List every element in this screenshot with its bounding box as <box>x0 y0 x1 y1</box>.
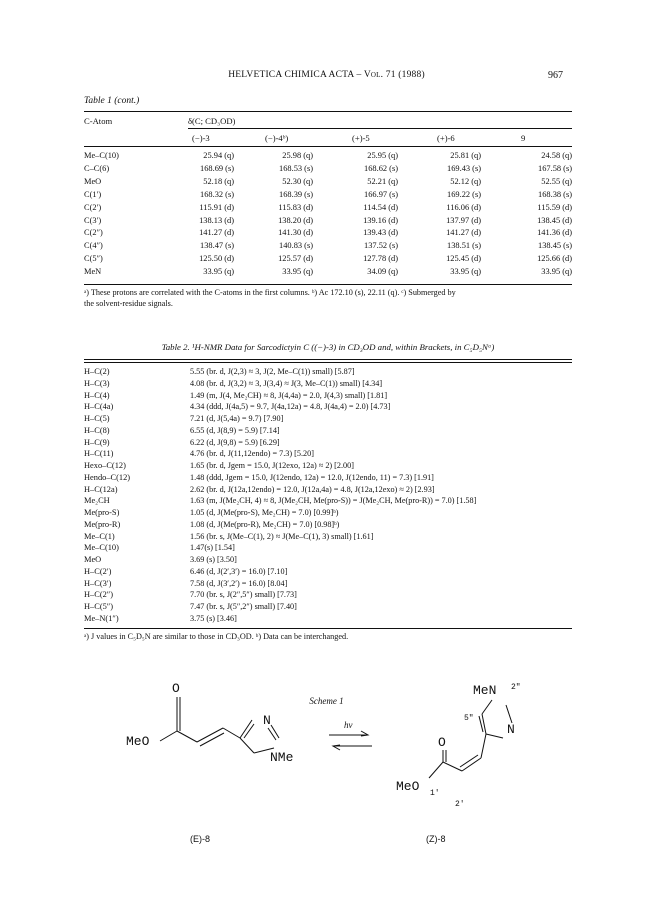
e-carbonyl-o: O <box>172 681 180 696</box>
table1-column-header: (+)-5 <box>352 133 370 143</box>
table1-row-label: C(2′) <box>84 202 102 212</box>
running-head <box>0 70 653 84</box>
table1-cell: 141.27 (d) <box>199 228 234 238</box>
table2-row-label: H–C(2) <box>84 367 110 376</box>
table2-row-value: 1.47(s) [1.54] <box>190 543 235 553</box>
table2-row-label: H–C(11) <box>84 449 114 459</box>
table2-row-label: Me(pro-R) <box>84 519 121 529</box>
table1-cell: 168.69 (s) <box>200 163 234 173</box>
table2-row-value: 4.76 (br. d, J(11,12endo) = 7.3) [5.20] <box>190 449 314 459</box>
page-number: 967 <box>548 70 563 81</box>
table1-cell: 34.09 (q) <box>367 267 398 277</box>
table2-row-label: H–C(5″) <box>84 602 114 611</box>
right-compound-label: (Z)-8 <box>426 834 446 844</box>
table1-cell: 137.97 (d) <box>446 215 481 225</box>
z-2pp-label: 2″ <box>511 683 521 692</box>
table2-row-label: Hendo–C(12) <box>84 472 131 482</box>
table2-row-label: H–C(2″) <box>84 590 114 600</box>
table1-cell: 125.45 (d) <box>446 254 481 264</box>
table2-row-value: 2.62 (br. d, J(12a,12endo) = 12.0, J(12a,4a) = 4.8, J(12a,12exo) ≈ 2) [2.93] <box>190 484 435 494</box>
table1-cell: 25.95 (q) <box>367 151 398 160</box>
table1-footnote <box>84 287 572 309</box>
table2-row-label: Me–C(10) <box>84 543 119 553</box>
table1-cell: 140.83 (s) <box>279 241 313 251</box>
table2-row-label: Hexo–C(12) <box>84 461 126 470</box>
table2-row-value: 7.58 (d, J(3′,2′) = 16.0) [8.04] <box>190 578 288 588</box>
table2-row-value: 1.63 (m, J(Me₂CH, 4) ≈ 8, J(Me₂CH, Me(pro-S)) = J(Me₂CH, Me(pro-R)) = 7.0) [1.58] <box>190 496 477 506</box>
table1-row-label: C(3′) <box>84 215 102 225</box>
table1-footnote-line: ᵃ) These protons are correlated with the C-atoms in the first columns. ᵇ) Ac 172.10 (s), 22.11 (q). ᶜ) Submerged by <box>84 288 456 297</box>
table2-row-label: MeO <box>84 555 102 564</box>
table2-row-label: H–C(4a) <box>84 402 114 412</box>
table1-cell: 125.50 (d) <box>199 254 234 264</box>
e-meo-label: MeO <box>126 734 150 749</box>
table2-top-rule-2 <box>84 362 572 363</box>
table1-cell: 114.54 (d) <box>363 202 398 212</box>
table1-top-rule <box>84 111 572 112</box>
table1-subheader-rule <box>84 146 572 147</box>
table1-row-label: MeN <box>84 267 102 277</box>
table1-cell: 116.06 (d) <box>446 202 481 212</box>
table1-cell: 167.58 (s) <box>538 163 572 173</box>
table2-row-value: 7.47 (br. s, J(5″,2″) small) [7.40] <box>190 602 297 611</box>
equilibrium-arrows <box>329 731 372 750</box>
table1-cell: 139.16 (d) <box>363 215 398 225</box>
table1-cell: 52.21 (q) <box>367 176 398 186</box>
table1-cell: 52.12 (q) <box>450 176 481 186</box>
table1-cell: 169.22 (s) <box>447 189 481 199</box>
table1-cell: 52.18 (q) <box>203 176 234 186</box>
table1-caption: Table 1 (cont.) <box>84 96 140 106</box>
table2-row-value: 1.48 (ddd, Jgem = 15.0, J(12endo, 12a) = 12.0, J(12endo, 11) = 7.3) [1.91] <box>190 472 434 482</box>
z-meo-label: MeO <box>396 779 420 794</box>
table1-row-label: C(4″) <box>84 241 103 251</box>
table1-cell: 25.94 (q) <box>203 151 234 160</box>
table1-cell: 52.55 (q) <box>541 176 572 186</box>
table1-cell: 137.52 (s) <box>364 241 398 251</box>
table1-row-label: C(5″) <box>84 254 103 264</box>
table1-cell: 138.13 (d) <box>199 215 234 225</box>
table1-cell: 138.20 (d) <box>278 215 313 225</box>
table1-cell: 125.57 (d) <box>278 254 313 264</box>
table1-bottom-rule <box>84 284 572 285</box>
table2-row-label: H–C(2′) <box>84 566 112 576</box>
table1-cell: 127.78 (d) <box>363 254 398 264</box>
table1-col-label-header: C-Atom <box>84 116 113 126</box>
table1-cell: 168.38 (s) <box>538 189 572 199</box>
table2-row-value: 4.08 (br. d, J(3,2) ≈ 3, J(3,4) ≈ J(3, Me–C(1)) small) [4.34] <box>190 378 383 388</box>
table1-cell: 115.83 (d) <box>278 202 313 212</box>
table1-cell: 24.58 (q) <box>541 151 572 160</box>
table1-header-rule <box>188 128 572 129</box>
scheme-title: Scheme 1 <box>309 696 344 706</box>
table1-cell: 138.45 (s) <box>538 241 572 251</box>
z-men-label: MeN <box>473 683 497 698</box>
table1-cell: 138.47 (s) <box>200 241 234 251</box>
table1-cell: 139.43 (d) <box>363 228 398 238</box>
table1-cell: 33.95 (q) <box>450 267 481 277</box>
table1-row-label: C–C(6) <box>84 163 110 173</box>
table2-row-label: H–C(12a) <box>84 484 118 494</box>
table1-cell: 25.98 (q) <box>282 151 313 160</box>
z-carbonyl-o: O <box>438 735 446 750</box>
table2-row-label: H–C(3′) <box>84 578 112 588</box>
table2-row-value: 6.46 (d, J(2′,3′) = 16.0) [7.10] <box>190 566 288 576</box>
table1-column-header: (−)-3 <box>192 133 210 143</box>
table2-row-label: Me₂CH <box>84 496 110 506</box>
table2-row-value: 1.56 (br. s, J(Me–C(1), 2) ≈ J(Me–C(1), 3) small) [1.61] <box>190 531 374 541</box>
table1-cell: 168.53 (s) <box>279 163 313 173</box>
table2-row-value: 1.05 (d, J(Me(pro-S), Me₂CH) = 7.0) [0.99]ᵇ) <box>190 508 339 517</box>
table1-row-label: C(1′) <box>84 189 102 199</box>
table2-row-label: H–C(3) <box>84 378 110 388</box>
table1-row-label: Me–C(10) <box>84 151 119 160</box>
z-1p-label: 1′ <box>430 789 440 798</box>
table2-row-label: H–C(8) <box>84 425 110 435</box>
table1-cell: 33.95 (q) <box>203 267 234 277</box>
table2-row-value: 1.65 (br. d, Jgem = 15.0, J(12exo, 12a) ≈ 2) [2.00] <box>190 461 354 470</box>
table1-cell: 138.51 (s) <box>447 241 481 251</box>
table2-row-value: 4.34 (ddd, J(4a,5) = 9.7, J(4a,12a) = 4.8, J(4a,4) = 2.0) [4.73] <box>190 402 391 412</box>
table2-bottom-rule <box>84 628 572 629</box>
table2-row-label: Me–N(1″) <box>84 613 119 623</box>
table1-cell: 168.62 (s) <box>364 163 398 173</box>
table1-cell: 138.45 (d) <box>537 215 572 225</box>
table2-row-value: 7.70 (br. s, J(2″,5″) small) [7.73] <box>190 590 297 600</box>
table1-cell: 115.59 (d) <box>537 202 572 212</box>
table1-footnote-line: the solvent-residue signals. <box>84 299 173 308</box>
table1-cell: 125.66 (d) <box>537 254 572 264</box>
table1-cell: 141.27 (d) <box>446 228 481 238</box>
table2-footnote: ᵃ) J values in C₅D₅N are similar to those in CD₃OD. ᵇ) Data can be interchanged. <box>84 632 349 641</box>
scheme-1-drawing <box>0 670 653 870</box>
table1-cell: 33.95 (q) <box>282 267 313 277</box>
z-2p-label: 2′ <box>455 800 465 809</box>
table2-row-label: H–C(4) <box>84 390 110 400</box>
table1-column-header: (−)-4ᵇ) <box>265 133 289 143</box>
table2-row-value: 3.75 (s) [3.46] <box>190 613 237 623</box>
table2-caption: Table 2. ¹H-NMR Data for Sarcodictyin C ((−)-3) in CD₃OD and, within Brackets, in C₅D₅Nᵃ) <box>161 342 495 352</box>
table1-row-label: C(2″) <box>84 228 103 238</box>
table1-cell: 25.81 (q) <box>450 151 481 160</box>
journal-title: HELVETICA CHIMICA ACTA – Vol. 71 (1988) <box>228 70 425 80</box>
table2-top-rule <box>84 359 572 360</box>
table1-cell: 169.43 (s) <box>447 163 481 173</box>
e-n-label: N <box>263 713 271 728</box>
table1-cell: 166.97 (s) <box>364 189 398 199</box>
table2-row-value: 1.08 (d, J(Me(pro-R), Me₂CH) = 7.0) [0.98]ᵇ) <box>190 519 340 529</box>
table1-row-label: MeO <box>84 176 102 186</box>
table1-cell: 141.30 (d) <box>278 228 313 238</box>
table2-row-label: Me(pro-S) <box>84 508 120 517</box>
table1-column-header: (+)-6 <box>437 133 455 143</box>
left-compound-label: (E)-8 <box>190 834 210 844</box>
table2-row-label: H–C(5) <box>84 414 110 423</box>
e-isomer-structure <box>160 697 279 753</box>
table1-cell: 141.36 (d) <box>537 228 572 238</box>
table2-row-value: 3.69 (s) [3.50] <box>190 555 237 564</box>
table1-column-header: 9 <box>521 133 526 143</box>
z-n-label: N <box>507 722 515 737</box>
table2-row-label: Me–C(1) <box>84 531 115 541</box>
table1-cell: 115.91 (d) <box>199 202 234 212</box>
table1-cell: 168.39 (s) <box>279 189 313 199</box>
table2-row-label: H–C(9) <box>84 437 110 447</box>
reaction-label: hν <box>344 720 353 730</box>
table1-cell: 168.32 (s) <box>200 189 234 199</box>
table2-row-value: 1.49 (m, J(4, Me₂CH) ≈ 8, J(4,4a) = 2.0, J(4,3) small) [1.81] <box>190 390 388 400</box>
table2-row-value: 6.55 (d, J(8,9) = 5.9) [7.14] <box>190 425 280 435</box>
table1-shift-header: δ(C; CD₃OD) <box>188 116 236 126</box>
table1-cell: 52.30 (q) <box>282 176 313 186</box>
table2-row-value: 6.22 (d, J(9,8) = 5.9) [6.29] <box>190 437 280 447</box>
table2-row-value: 5.55 (br. d, J(2,3) ≈ 3, J(2, Me–C(1)) small) [5.87] <box>190 367 355 376</box>
table1-cell: 33.95 (q) <box>541 267 572 277</box>
z-5pp-label: 5″ <box>464 714 474 723</box>
table2-row-value: 7.21 (d, J(5,4a) = 9.7) [7.90] <box>190 414 284 423</box>
e-nme-label: NMe <box>270 750 294 765</box>
